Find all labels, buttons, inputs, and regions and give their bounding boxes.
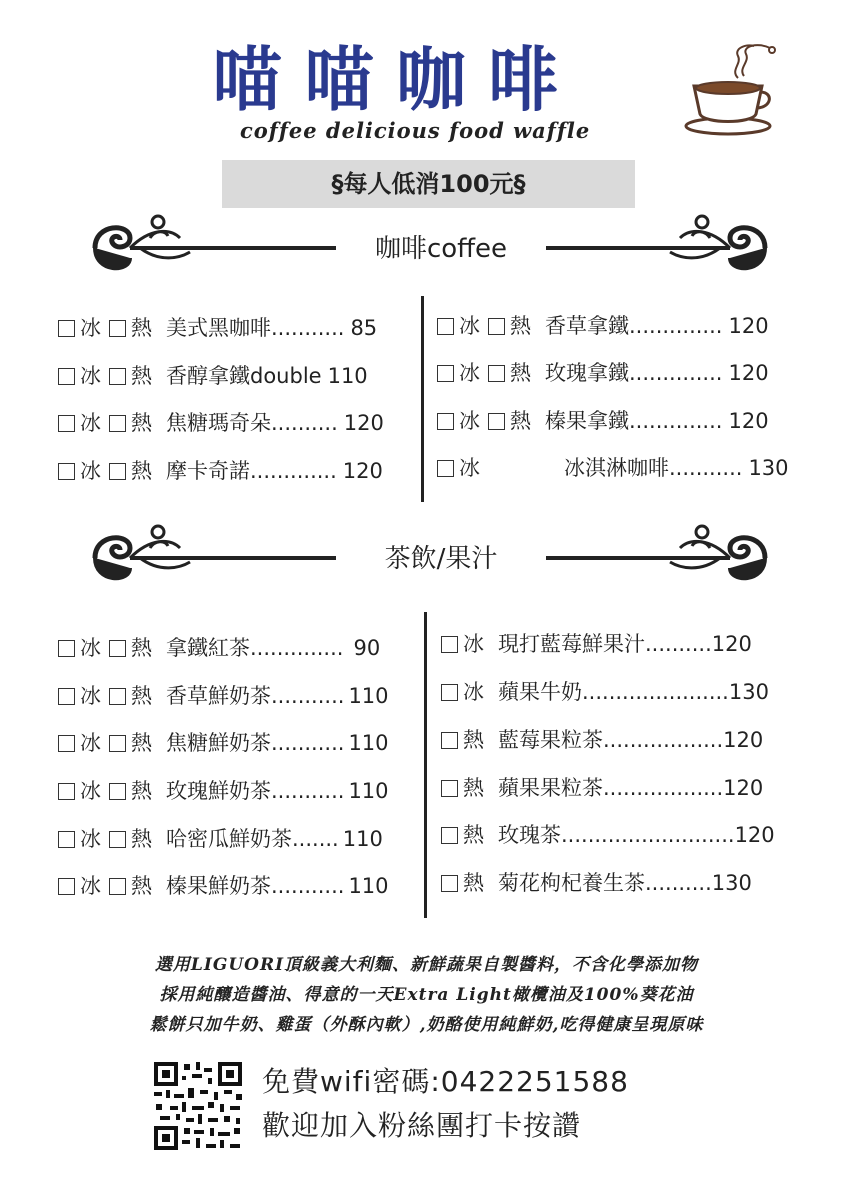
tea-item: 熱 玫瑰茶 .......................... 120 — [441, 820, 775, 850]
item-price: 120 — [728, 314, 769, 338]
hot-checkbox[interactable] — [488, 318, 505, 335]
item-name: 玫瑰鮮奶茶 — [166, 779, 271, 803]
ice-checkbox[interactable] — [58, 320, 75, 337]
item-price: 120 — [728, 409, 769, 433]
hot-checkbox[interactable] — [109, 878, 126, 895]
item-price: 85 — [350, 316, 378, 340]
item-name: 摩卡奇諾 — [166, 459, 250, 483]
item-price: 120 — [723, 728, 764, 752]
note-line: 採用純釀造醬油、得意的一天Extra Light橄欖油及100%葵花油 — [159, 985, 694, 1005]
ice-checkbox[interactable] — [58, 878, 75, 895]
hot-checkbox[interactable] — [488, 365, 505, 382]
item-name: 拿鐵紅茶 — [166, 636, 250, 660]
coffee-item: 冰 熱 香醇拿鐵double 110 — [58, 361, 368, 391]
ice-checkbox[interactable] — [58, 783, 75, 800]
item-name: 榛果拿鐵 — [545, 409, 629, 433]
item-name: 焦糖瑪奇朵 — [166, 411, 271, 435]
ice-checkbox[interactable] — [58, 368, 75, 385]
item-name: 現打藍莓鮮果汁 — [498, 632, 645, 656]
column-divider — [421, 296, 424, 502]
column-divider — [424, 612, 427, 918]
fans-page-text: 歡迎加入粉絲團打卡按讚 — [262, 1109, 582, 1142]
item-price: 130 — [711, 871, 752, 895]
tea-item: 冰 熱 香草鮮奶茶 ........... 110 — [58, 681, 389, 711]
ice-checkbox[interactable] — [58, 688, 75, 705]
item-name: 香草鮮奶茶 — [166, 684, 271, 708]
option-checkbox[interactable] — [441, 636, 458, 653]
note-line: 選用LIGUORI頂級義大利麵、新鮮蔬果自製醬料，不含化學添加物 — [154, 955, 699, 975]
tea-item: 冰 現打藍莓鮮果汁 .......... 120 — [441, 629, 752, 659]
item-price: 90 — [353, 636, 381, 660]
hot-checkbox[interactable] — [109, 783, 126, 800]
qr-code[interactable] — [152, 1060, 244, 1152]
tea-item: 冰 熱 榛果鮮奶茶 ........... 110 — [58, 871, 389, 901]
item-name: 菊花枸杞養生茶 — [498, 871, 645, 895]
item-price: 120 — [711, 632, 752, 656]
item-name: 榛果鮮奶茶 — [166, 874, 271, 898]
coffee-item: 冰 熱 玫瑰拿鐵 .............. 120 — [437, 358, 769, 388]
item-name: 香草拿鐵 — [545, 314, 629, 338]
hot-checkbox[interactable] — [109, 735, 126, 752]
item-price: 120 — [723, 776, 764, 800]
min-charge-banner: §每人低消100元§ — [222, 160, 635, 208]
item-price: 130 — [748, 456, 789, 480]
ice-checkbox[interactable] — [58, 463, 75, 480]
item-name: 香醇拿鐵double — [166, 364, 322, 388]
item-price: 120 — [342, 459, 383, 483]
coffee-section-title: 咖啡coffee — [336, 231, 546, 267]
tea-item: 熱 藍莓果粒茶 .................. 120 — [441, 725, 763, 755]
hot-checkbox[interactable] — [109, 640, 126, 657]
tea-item: 冰 蘋果牛奶 ...................... 130 — [441, 677, 769, 707]
ice-checkbox[interactable] — [437, 460, 454, 477]
tea-item: 冰 熱 焦糖鮮奶茶 ........... 110 — [58, 728, 389, 758]
tea-section-title: 茶飲/果汁 — [336, 541, 546, 577]
item-price: 120 — [734, 823, 775, 847]
tea-item: 熱 蘋果果粒茶 .................. 120 — [441, 773, 763, 803]
item-name: 玫瑰拿鐵 — [545, 361, 629, 385]
coffee-item: 冰 熱 香草拿鐵 .............. 120 — [437, 311, 769, 341]
hot-checkbox[interactable] — [109, 415, 126, 432]
item-price: 120 — [343, 411, 384, 435]
ice-checkbox[interactable] — [58, 735, 75, 752]
item-name: 哈密瓜鮮奶茶 — [166, 827, 292, 851]
item-name: 蘋果牛奶 — [498, 680, 582, 704]
hot-checkbox[interactable] — [109, 831, 126, 848]
item-price: 110 — [348, 779, 389, 803]
item-price: 120 — [728, 361, 769, 385]
item-price: 110 — [342, 827, 383, 851]
hot-checkbox[interactable] — [488, 413, 505, 430]
shop-subtitle: coffee delicious food waffle — [240, 118, 591, 143]
item-name: 焦糖鮮奶茶 — [166, 731, 271, 755]
ice-checkbox[interactable] — [58, 831, 75, 848]
note-line: 鬆餅只加牛奶、雞蛋（外酥內軟）,奶酪使用純鮮奶,吃得健康呈現原味 — [149, 1015, 704, 1035]
hot-checkbox[interactable] — [109, 368, 126, 385]
coffee-item: 冰 熱 摩卡奇諾 ............. 120 — [58, 456, 383, 486]
coffee-item: 冰 熱 美式黑咖啡 ........... 85 — [58, 313, 377, 343]
ice-checkbox[interactable] — [437, 365, 454, 382]
tea-item: 冰 熱 拿鐵紅茶 .............. 90 — [58, 633, 380, 663]
item-price: 130 — [728, 680, 769, 704]
tea-item: 冰 熱 哈密瓜鮮奶茶 ....... 110 — [58, 824, 383, 854]
item-name: 藍莓果粒茶 — [498, 728, 603, 752]
item-name: 冰淇淋咖啡 — [564, 456, 669, 480]
item-name: 玫瑰茶 — [498, 823, 561, 847]
ice-checkbox[interactable] — [437, 413, 454, 430]
item-price: 110 — [348, 731, 389, 755]
item-name: 蘋果果粒茶 — [498, 776, 603, 800]
hot-checkbox[interactable] — [109, 320, 126, 337]
item-price: 110 — [348, 684, 389, 708]
coffee-item: 冰 熱 焦糖瑪奇朵 .......... 120 — [58, 408, 384, 438]
coffee-cup-icon — [680, 40, 780, 140]
option-checkbox[interactable] — [441, 732, 458, 749]
option-checkbox[interactable] — [441, 827, 458, 844]
shop-title: 喵喵咖啡 — [212, 38, 580, 121]
hot-checkbox[interactable] — [109, 688, 126, 705]
option-checkbox[interactable] — [441, 875, 458, 892]
hot-checkbox[interactable] — [109, 463, 126, 480]
ice-checkbox[interactable] — [437, 318, 454, 335]
item-price: 110 — [348, 874, 389, 898]
wifi-password: 免費wifi密碼:0422251588 — [262, 1065, 629, 1098]
ice-checkbox[interactable] — [58, 415, 75, 432]
coffee-item: 冰 熱 榛果拿鐵 .............. 120 — [437, 406, 769, 436]
item-price: 110 — [327, 364, 368, 388]
tea-item: 冰 熱 玫瑰鮮奶茶 ........... 110 — [58, 776, 389, 806]
coffee-item: 冰 冰淇淋咖啡 ........... 130 — [437, 453, 789, 483]
tea-item: 熱 菊花枸杞養生茶 .......... 130 — [441, 868, 752, 898]
item-name: 美式黑咖啡 — [166, 316, 271, 340]
option-checkbox[interactable] — [441, 780, 458, 797]
option-checkbox[interactable] — [441, 684, 458, 701]
ice-checkbox[interactable] — [58, 640, 75, 657]
